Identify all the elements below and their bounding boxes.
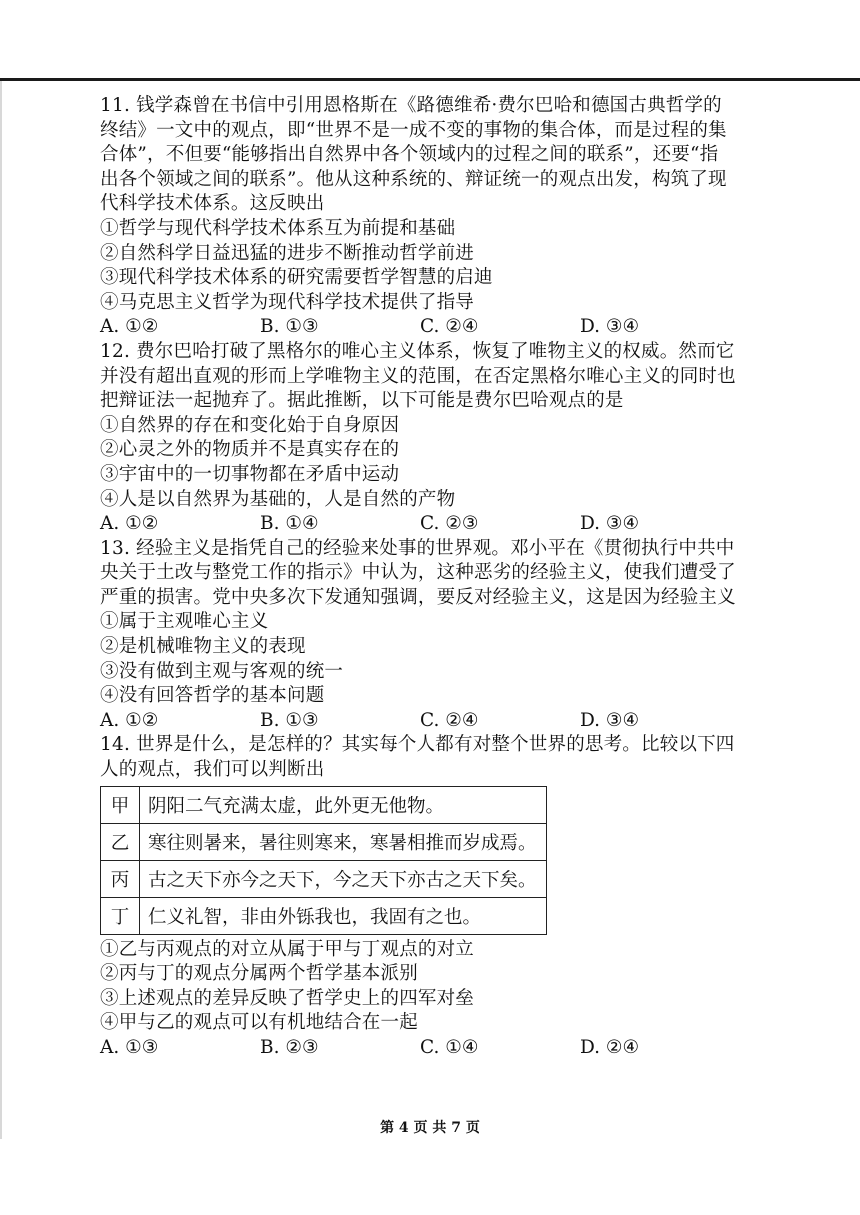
option-d: D. ③④ xyxy=(580,316,640,338)
option-b: B. ①③ xyxy=(260,316,319,338)
viewpoint-text: 仁义礼智，非由外铄我也，我固有之也。 xyxy=(140,897,547,934)
viewpoint-text: 阴阳二气充满太虚，此外更无他物。 xyxy=(140,786,547,823)
table-row xyxy=(101,897,547,934)
statement: ①自然界的存在和变化始于自身原因 xyxy=(100,414,400,436)
question-stem-line: 13. 经验主义是指凭自己的经验来处事的世界观。邓小平在《贯彻执行中共中 xyxy=(100,537,735,559)
statement: ②是机械唯物主义的表现 xyxy=(100,636,306,658)
question-stem-line: 出各个领域之间的联系”。他从这种系统的、辩证统一的观点出发，构筑了现 xyxy=(100,168,727,190)
statement: ②丙与丁的观点分属两个哲学基本派别 xyxy=(100,963,418,985)
answer-options xyxy=(100,512,750,537)
page-left-edge xyxy=(0,81,2,1139)
option-c: C. ②④ xyxy=(420,709,479,731)
statement: ④甲与乙的观点可以有机地结合在一起 xyxy=(100,1012,418,1034)
viewpoint-text: 古之天下亦今之天下，今之天下亦古之天下矣。 xyxy=(140,860,547,897)
option-c: C. ②③ xyxy=(420,513,479,535)
person-label: 丁 xyxy=(101,897,140,934)
statement: ③上述观点的差异反映了哲学史上的四军对垒 xyxy=(100,987,475,1009)
question-stem-line: 代科学技术体系。这反映出 xyxy=(100,193,325,215)
question-stem-line: 把辩证法一起抛弃了。据此推断，以下可能是费尔巴哈观点的是 xyxy=(100,390,624,412)
question-13 xyxy=(100,537,750,734)
question-stem-line: 并没有超出直观的形而上学唯物主义的范围，在否定黑格尔唯心主义的同时也 xyxy=(100,365,736,387)
header-rule xyxy=(0,78,860,81)
statement: ③没有做到主观与客观的统一 xyxy=(100,660,344,682)
option-c: C. ①④ xyxy=(420,1037,479,1058)
answer-options xyxy=(100,709,750,734)
statement: ②自然科学日益迅猛的进步不断推动哲学前进 xyxy=(100,242,475,264)
option-d: D. ②④ xyxy=(580,1037,640,1058)
table-row xyxy=(101,786,547,823)
question-stem-line: 央关于土改与整党工作的指示》中认为，这种恶劣的经验主义，使我们遭受了 xyxy=(100,562,736,584)
question-stem-line: 12. 费尔巴哈打破了黑格尔的唯心主义体系，恢复了唯物主义的权威。然而它 xyxy=(100,340,735,362)
question-stem-line: 11. 钱学森曾在书信中引用恩格斯在《路德维希·费尔巴哈和德国古典哲学的 xyxy=(100,95,722,116)
option-d: D. ③④ xyxy=(580,513,640,535)
viewpoint-text: 寒往则暑来，暑往则寒来，寒暑相推而岁成焉。 xyxy=(140,823,547,860)
option-d: D. ③④ xyxy=(580,709,640,731)
viewpoints-table xyxy=(100,786,547,935)
statement: ④人是以自然界为基础的，人是自然的产物 xyxy=(100,488,456,510)
answer-options xyxy=(100,1036,750,1061)
page-footer: 第 4 页 共 7 页 xyxy=(380,1120,480,1136)
statement: ④马克思主义哲学为现代科学技术提供了指导 xyxy=(100,291,475,313)
exam-page-content xyxy=(100,94,750,1061)
answer-options xyxy=(100,315,750,340)
option-a: A. ①② xyxy=(100,513,159,535)
person-label: 丙 xyxy=(101,860,140,897)
option-b: B. ②③ xyxy=(260,1037,319,1058)
statement: ②心灵之外的物质并不是真实存在的 xyxy=(100,439,400,461)
person-label: 甲 xyxy=(101,786,140,823)
option-a: A. ①② xyxy=(100,316,159,338)
question-stem-line: 合体”，不但要“能够指出自然界中各个领域内的过程之间的联系”，还要“指 xyxy=(100,144,719,166)
top-margin xyxy=(0,0,860,78)
statement: ③现代科学技术体系的研究需要哲学智慧的启迪 xyxy=(100,267,493,289)
option-a: A. ①② xyxy=(100,709,159,731)
statement: ①属于主观唯心主义 xyxy=(100,611,269,633)
question-14 xyxy=(100,733,750,1060)
bottom-margin xyxy=(0,1140,860,1215)
person-label: 乙 xyxy=(101,823,140,860)
option-b: B. ①③ xyxy=(260,709,319,731)
question-12 xyxy=(100,340,750,537)
question-11 xyxy=(100,94,750,340)
statement: ③宇宙中的一切事物都在矛盾中运动 xyxy=(100,463,400,485)
question-stem-line: 14. 世界是什么，是怎样的？其实每个人都有对整个世界的思考。比较以下四 xyxy=(100,734,735,756)
question-stem-line: 严重的损害。党中央多次下发通知强调，要反对经验主义，这是因为经验主义 xyxy=(100,586,736,608)
statement: ④没有回答哲学的基本问题 xyxy=(100,685,325,707)
option-b: B. ①④ xyxy=(260,513,319,535)
option-c: C. ②④ xyxy=(420,316,479,338)
table-row xyxy=(101,823,547,860)
question-stem-line: 终结》一文中的观点，即“世界不是一成不变的事物的集合体，而是过程的集 xyxy=(100,119,727,141)
option-a: A. ①③ xyxy=(100,1037,159,1058)
table-row xyxy=(101,860,547,897)
question-stem-line: 人的观点，我们可以判断出 xyxy=(100,759,325,781)
statement: ①哲学与现代科学技术体系互为前提和基础 xyxy=(100,217,456,239)
statement: ①乙与丙观点的对立从属于甲与丁观点的对立 xyxy=(100,938,475,960)
